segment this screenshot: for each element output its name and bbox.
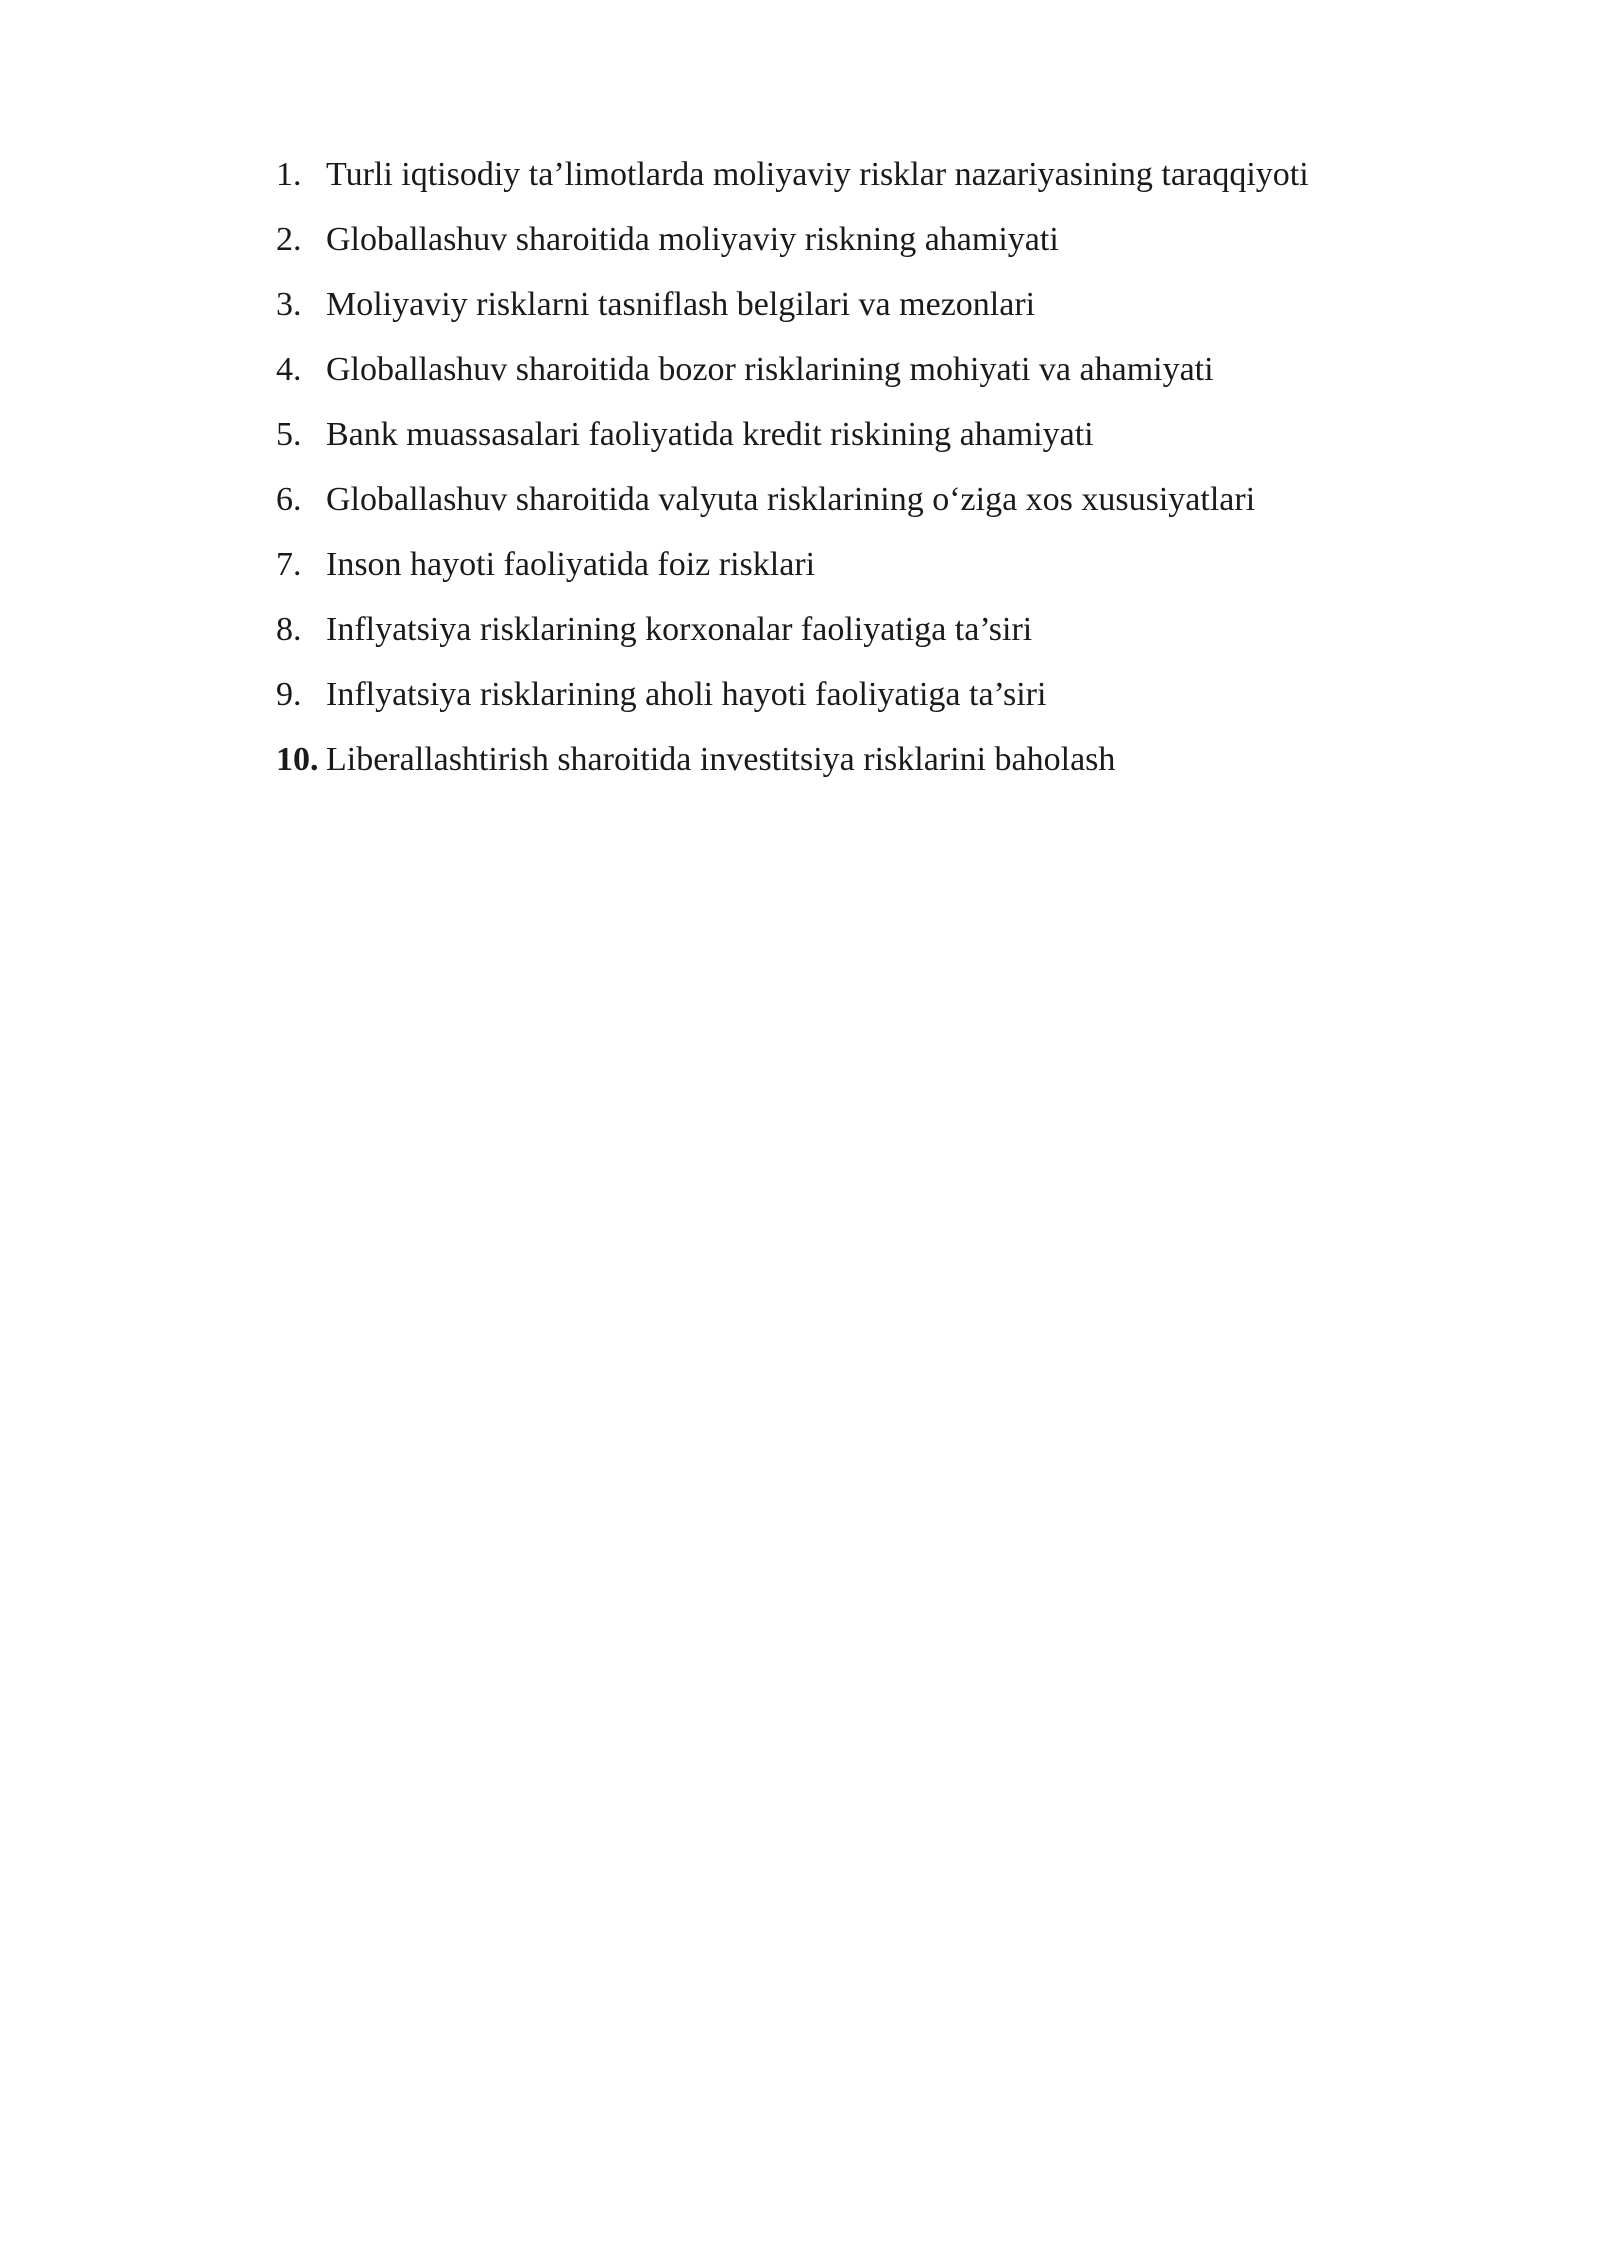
list-item [276,668,1536,733]
list-item [276,733,1536,798]
item-number: 7. [276,546,302,583]
item-text: Moliyaviy risklarni tasniflash belgilari va mezonlari [326,286,1036,323]
list-item [276,408,1536,473]
list-item [276,213,1536,278]
list-item [276,278,1536,343]
item-number: 3. [276,286,302,323]
item-text: Globallashuv sharoitida valyuta risklarining o‘ziga xos xususiyatlari [326,481,1256,518]
item-number: 10. [276,741,319,778]
topic-list [276,148,1536,798]
item-number: 5. [276,416,302,453]
item-number: 6. [276,481,302,518]
item-text: Bank muassasalari faoliyatida kredit riskining ahamiyati [326,416,1094,453]
item-number: 9. [276,676,302,713]
item-text: Globallashuv sharoitida bozor risklarining mohiyati va ahamiyati [326,351,1214,388]
item-text: Liberallashtirish sharoitida investitsiya risklarini baholash [326,741,1116,778]
list-item [276,603,1536,668]
item-number: 4. [276,351,302,388]
list-item [276,538,1536,603]
item-number: 1. [276,156,302,193]
item-text: Turli iqtisodiy ta’limotlarda moliyaviy risklar nazariyasining taraqqiyoti [326,156,1309,193]
item-number: 8. [276,611,302,648]
list-item [276,473,1536,538]
item-number: 2. [276,221,302,258]
item-text: Inflyatsiya risklarining korxonalar faoliyatiga ta’siri [326,611,1033,648]
item-text: Globallashuv sharoitida moliyaviy riskning ahamiyati [326,221,1059,258]
list-item [276,148,1536,213]
item-text: Inson hayoti faoliyatida foiz risklari [326,546,816,583]
list-item [276,343,1536,408]
item-text: Inflyatsiya risklarining aholi hayoti faoliyatiga ta’siri [326,676,1047,713]
